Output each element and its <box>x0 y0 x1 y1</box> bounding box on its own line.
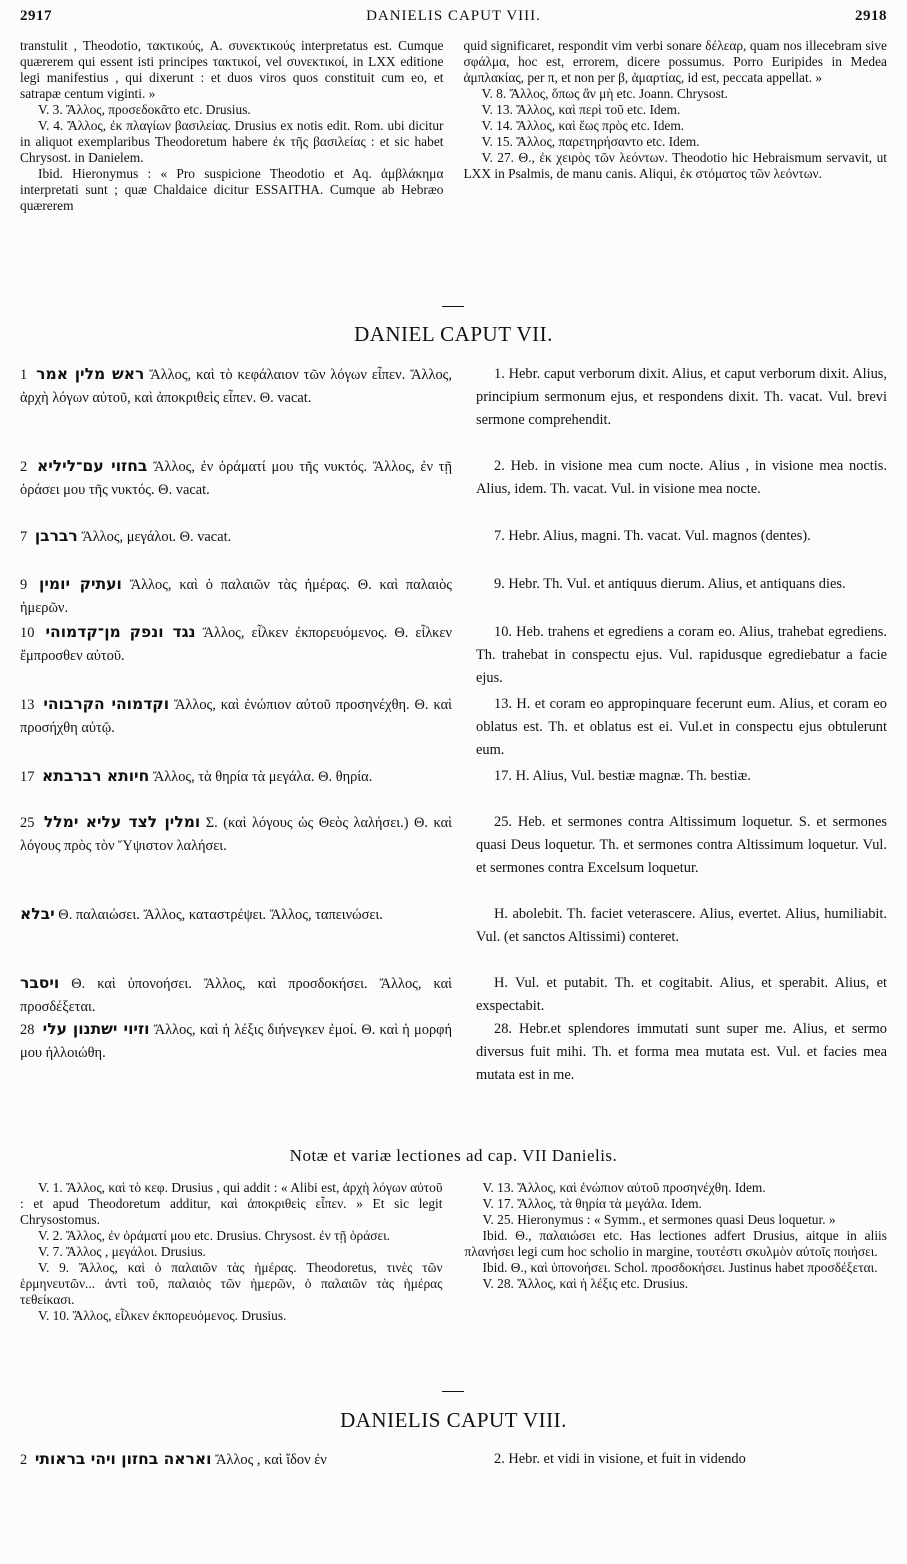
greek-text: Ἄλλος, καὶ ὁ παλαιῶν τὰς ἡμέρας. Θ. καὶ παλαιὸς ἡμερῶν. <box>20 577 452 616</box>
note-paragraph: V. 10. Ἄλλος, εἷλκεν ἐκπορευόμενος. Drusius. <box>38 1308 287 1323</box>
greek-text: Ἄλλος, μεγάλοι. Θ. vacat. <box>81 529 232 545</box>
entry-row <box>20 525 887 573</box>
entry-greek <box>20 363 452 455</box>
verse-number: 2 <box>20 1452 28 1468</box>
hebrew-lemma: וקדמוהי הקרבוהי <box>43 695 170 713</box>
entry-greek <box>20 525 452 573</box>
verse-number: 17 <box>20 769 35 785</box>
section-heading-viii: DANIELIS CAPUT VIII. <box>340 1408 567 1432</box>
top-notes-right <box>464 38 888 214</box>
greek-text: Σ. (καὶ λόγους ὡς Θεὸς λαλήσει.) Θ. καὶ λόγους πρὸς τὸν Ὕψιστον λαλήσει. <box>20 815 452 854</box>
entry-row <box>20 903 887 972</box>
note-paragraph: transtulit , Theodotio, τακτικούς, A. συνεκτικούς interpretatus est. Cumque quærerem qui essent isti principes τακτικοί, vel συνεκτικοί, in LXX editione legi manifestius , qui dixerunt : et duos viros quos constituit cum eo, et satrapæ centum viginti. » <box>20 38 444 101</box>
entry-greek <box>20 455 452 525</box>
latin-text: 10. Heb. trahens et egrediens a coram eo. Alius, trahebat egrediens. Th. trahebat in conspectu ejus. Vul. rapidusque egrediebatur a facie ejus. <box>476 624 887 686</box>
hebrew-lemma: בחזוי עם־ליליא <box>36 457 148 475</box>
entries-table <box>20 363 887 1108</box>
page-number-right: 2918 <box>855 8 887 24</box>
entry-greek <box>20 621 452 693</box>
running-head <box>20 8 887 32</box>
latin-text: 2. Heb. in visione mea cum nocte. Alius , in visione mea noctis. Alius, idem. Th. vacat. Vul. in visione mea nocte. <box>476 458 887 497</box>
note-paragraph: V. 3. Ἄλλος, προσεδοκᾶτο etc. Drusius. <box>38 102 251 117</box>
section-heading-vii: DANIEL CAPUT VII. <box>354 322 553 346</box>
hebrew-lemma: ומלין לצד עליא ימלל <box>43 813 201 831</box>
note-paragraph: V. 2. Ἄλλος, ἐν ὁράματί μου etc. Drusius. Chrysost. ἐν τῇ ὁράσει. <box>38 1228 391 1243</box>
verse-number: 1 <box>20 367 28 383</box>
entry-latin <box>476 363 887 455</box>
entry-greek <box>20 765 452 811</box>
note-paragraph: V. 28. Ἄλλος, καὶ ἡ λέξις etc. Drusius. <box>482 1276 689 1291</box>
latin-text: 9. Hebr. Th. Vul. et antiquus dierum. Alius, et antiquans dies. <box>494 576 846 592</box>
entry-row <box>20 573 887 621</box>
note-paragraph: Ibid. Θ., καὶ ὑπονοήσει. Schol. προσδοκήσει. Justinus habet προσδέξεται. <box>482 1260 878 1275</box>
entry-row <box>20 765 887 811</box>
note-paragraph: V. 1. Ἄλλος, καὶ τὸ κεφ. Drusius , qui addit : « Alibi est, ἀρχὴ λόγων αὐτοῦ : et apud Theodoretum additur, καὶ ἀποκριθεὶς εἶπεν. » Et sic legit Chrysostomus. <box>20 1180 443 1227</box>
greek-text: Ἄλλος, καὶ ἡ λέξις διήνεγκεν ἐμοί. Θ. καὶ ἡ μορφή μου ἠλλοιώθη. <box>20 1022 452 1061</box>
latin-text: 2. Hebr. et vidi in visione, et fuit in videndo <box>494 1451 746 1467</box>
entry-row <box>20 1448 887 1472</box>
verse-number: 7 <box>20 529 28 545</box>
hebrew-lemma: ועתיק יומין <box>39 575 122 593</box>
verse-number: 25 <box>20 815 35 831</box>
entry-row <box>20 811 887 903</box>
entry-greek <box>20 972 452 1018</box>
hebrew-lemma: רברבן <box>34 527 78 545</box>
note-paragraph: V. 7. Ἄλλος , μεγάλοι. Drusius. <box>38 1244 206 1259</box>
greek-text: Ἄλλος, τὰ θηρία τὰ μεγάλα. Θ. θηρία. <box>152 769 373 785</box>
note-paragraph: V. 17. Ἄλλος, τὰ θηρία τὰ μεγάλα. Idem. <box>482 1196 702 1211</box>
entry-greek <box>20 1448 452 1472</box>
section-divider <box>442 306 464 307</box>
entry-row <box>20 363 887 455</box>
section-divider <box>442 1391 464 1392</box>
note-paragraph: V. 8. Ἄλλος, ὅπως ἂν μὴ etc. Joann. Chrysost. <box>481 86 728 101</box>
note-paragraph: V. 13. Ἄλλος, καὶ περὶ τοῦ etc. Idem. <box>481 102 681 117</box>
latin-text: 7. Hebr. Alius, magni. Th. vacat. Vul. magnos (dentes). <box>494 528 811 544</box>
note-paragraph: V. 15. Ἄλλος, παρετηρήσαντο etc. Idem. <box>481 134 700 149</box>
verse-number: 10 <box>20 625 35 641</box>
entry-latin <box>476 573 887 621</box>
verse-number: 13 <box>20 697 35 713</box>
greek-text: Ἄλλος, καὶ τὸ κεφάλαιον τῶν λόγων εἶπεν. Ἄλλος, ἀρχὴ λόγων αὐτοῦ, καὶ ἀποκριθεὶς εἶπεν. Θ. vacat. <box>20 367 452 406</box>
note-paragraph: V. 13. Ἄλλος, καὶ ἐνώπιον αὐτοῦ προσηνέχθη. Idem. <box>482 1180 766 1195</box>
entry-latin <box>476 1018 887 1108</box>
hebrew-lemma: וזיוי ישתנון עלי <box>42 1020 150 1038</box>
hebrew-lemma: נגד ונפק מן־קדמוהי <box>45 623 196 641</box>
note-paragraph: V. 9. Ἄλλος, καὶ ὁ παλαιῶν τὰς ἡμέρας. Theodoretus, τινὲς τῶν ἑρμηνευτῶν... ἀντὶ τοῦ, παλαιὸς τῶν ἡμερῶν, ὁ παλαιῶν τὰς ἡμέρας τεθείκασι. <box>20 1260 443 1307</box>
latin-text: 17. H. Alius, Vul. bestiæ magnæ. Th. bestiæ. <box>494 768 751 784</box>
latin-text: 25. Heb. et sermones contra Altissimum loquetur. S. et sermones quasi Deus loquetur. Th. et sermones contra Altissimum loquetur. Vul. et sermones contra Excelsum loquetur. <box>476 814 887 876</box>
entry-latin <box>476 621 887 693</box>
note-paragraph: quid significaret, respondit vim verbi sonare δέλεαρ, quam nos illecebram sive σφάλμα, hoc est, errorem, dicere possumus. Porro Euripides in Medea ἀμπλακίας, per π, et non per β, ἁμαρτίας, id est, peccata appellat. » <box>463 38 887 85</box>
greek-text: Θ. καὶ ὑπονοήσει. Ἄλλος, καὶ προσδοκήσει. Ἄλλος, καὶ προσδέξεται. <box>20 976 452 1015</box>
entry-greek <box>20 693 452 765</box>
entry-latin <box>476 693 887 765</box>
top-notes-left <box>20 38 444 214</box>
hebrew-lemma: ראש מלין אמר <box>36 365 145 383</box>
entry-latin <box>476 972 887 1018</box>
notes-heading: Notæ et variæ lectiones ad cap. VII Danielis. <box>289 1146 618 1165</box>
greek-text: Ἄλλος , καὶ ἴδον ἐν <box>215 1452 327 1468</box>
hebrew-lemma: יבלא <box>20 905 55 923</box>
entry-row <box>20 972 887 1018</box>
verse-number: 9 <box>20 577 28 593</box>
entry-row <box>20 693 887 765</box>
latin-text: H. abolebit. Th. faciet veterascere. Alius, evertet. Alius, humiliabit. Vul. (et sanctos Altissimi) conteret. <box>476 906 887 945</box>
entry-greek <box>20 573 452 621</box>
greek-text: Ἄλλος, ἐν ὁράματί μου τῆς νυκτός. Ἄλλος, ἐν τῇ ὁράσει μου τῆς νυκτός. Θ. vacat. <box>20 459 452 498</box>
entry-greek <box>20 811 452 903</box>
note-paragraph: V. 25. Hieronymus : « Symm., et sermones quasi Deus loquetur. » <box>482 1212 836 1227</box>
note-paragraph: V. 14. Ἄλλος, καὶ ἕως πρὸς etc. Idem. <box>481 118 685 133</box>
entry-latin <box>476 811 887 903</box>
entry-greek <box>20 903 452 972</box>
entry-latin <box>476 765 887 811</box>
variant-notes-right <box>465 1180 888 1324</box>
latin-text: 1. Hebr. caput verborum dixit. Alius, et caput verborum dixit. Alius, principium sermonum ejus, et respondens dixit. Th. vacat. Vul. brevi sermone comprehendit. <box>476 366 887 428</box>
entry-row <box>20 1018 887 1108</box>
note-paragraph: Ibid. Hieronymus : « Pro suspicione Theodotio et Aq. ἀμβλάκημα interpretati sunt ; quæ Chaldaice dicitur ESSAITHA. Cumque ab Hebræo quærerem <box>20 166 444 213</box>
greek-text: Ἄλλος, εἶλκεν ἐκπορευόμενος. Θ. εἶλκεν ἔμπροσθεν αὐτοῦ. <box>20 625 452 664</box>
entry-row <box>20 621 887 693</box>
hebrew-lemma: ואראה בחזון ויהי בראותי <box>34 1450 212 1468</box>
page-number-left: 2917 <box>20 8 52 24</box>
variant-notes <box>20 1180 887 1324</box>
note-paragraph: V. 4. Ἄλλος, ἐκ πλαγίων βασιλείας. Drusius ex notis edit. Rom. ubi dicitur in aliquot exemplaribus Theodoretum habere ἐκ τῆς βασιλείας : et sic habet Chrysost. in Danielem. <box>20 118 444 165</box>
verse-number: 28 <box>20 1022 35 1038</box>
running-title: DANIELIS CAPUT VIII. <box>366 8 541 24</box>
entry-row <box>20 455 887 525</box>
entry-greek <box>20 1018 452 1108</box>
variant-notes-left <box>20 1180 443 1324</box>
latin-text: H. Vul. et putabit. Th. et cogitabit. Alius, et sperabit. Alius, et exspectabit. <box>476 975 887 1014</box>
greek-text: Ἄλλος, καὶ ἐνώπιον αὐτοῦ προσηνέχθη. Θ. καὶ προσήχθη αὐτῷ. <box>20 697 452 736</box>
note-paragraph: V. 27. Θ., ἐκ χειρὸς τῶν λεόντων. Theodotio hic Hebraismum servavit, ut LXX in Psalmis, de manu canis. Aliqui, ἐκ στόματος τῶν λεόντων. <box>463 150 887 181</box>
hebrew-lemma: חיותא רברבתא <box>42 767 150 785</box>
latin-text: 28. Hebr.et splendores immutati sunt super me. Alius, et sermo diversus fuit mihi. Th. et forma mea mutata est. Vul. et facies mea mutata est in me. <box>476 1021 887 1083</box>
hebrew-lemma: ויסבר <box>20 974 60 992</box>
entry-latin <box>476 525 887 573</box>
top-notes <box>20 38 887 214</box>
entry-latin <box>476 903 887 972</box>
entry-latin <box>476 455 887 525</box>
verse-number: 2 <box>20 459 28 475</box>
note-paragraph: Ibid. Θ., παλαιώσει etc. Has lectiones adfert Drusius, aitque in aliis πλανήσει legi cum hoc scholio in margine, τουτέστι σκυλμὸν αὐτοῖς ποιήσει. <box>464 1228 887 1259</box>
latin-text: 13. H. et coram eo appropinquare fecerunt eum. Alius, et coram eo oblatus est. Th. et oblatus est ei. Vul.et in conspectu ejus obtulerunt eum. <box>476 696 887 758</box>
greek-text: Θ. παλαιώσει. Ἄλλος, καταστρέψει. Ἄλλος, ταπεινώσει. <box>58 907 383 923</box>
